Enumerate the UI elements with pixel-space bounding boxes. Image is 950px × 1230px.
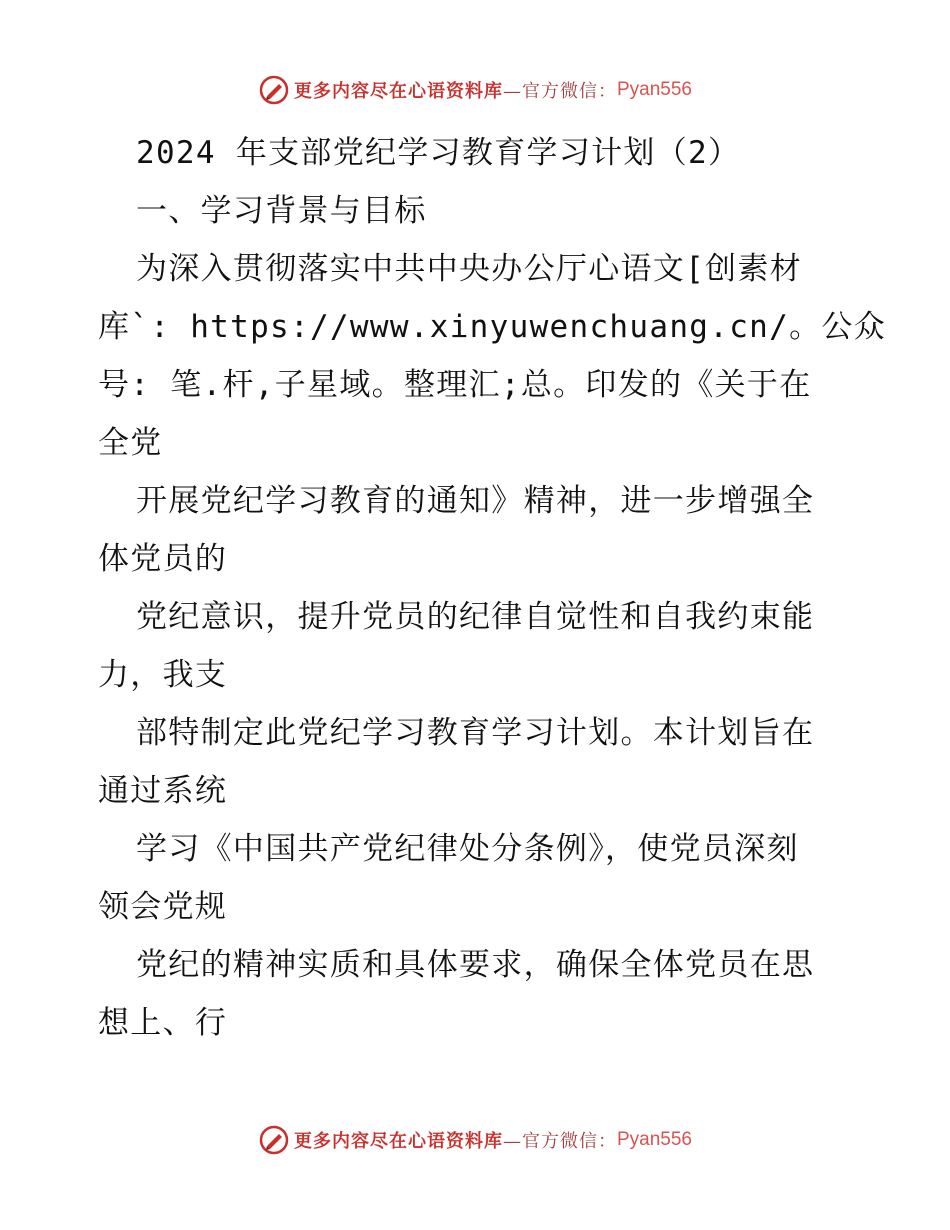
paragraph-line: 号: 笔.杆,子星域。整理汇;总。印发的《关于在 — [98, 367, 812, 403]
watermark-id-text: Pyan556 — [616, 1129, 692, 1150]
paragraph-line: 学习《中国共产党纪律处分条例》，使党员深刻 — [136, 831, 799, 867]
pen-logo-icon — [258, 1124, 290, 1156]
watermark-sub-text: —官方微信： — [502, 81, 617, 102]
pen-logo-icon — [258, 74, 290, 106]
document-body — [98, 124, 886, 1052]
paragraph-line: 党纪的精神实质和具体要求，确保全体党员在思 — [136, 947, 815, 983]
document-title: 2024 年支部党纪学习教育学习计划（2） — [136, 135, 741, 171]
watermark-main-text: 更多内容尽在心语资料库 — [293, 1131, 503, 1152]
watermark-main-text: 更多内容尽在心语资料库 — [293, 81, 503, 102]
paragraph-line: 库`: https://www.xinyuwenchuang.cn/。公众 — [98, 309, 886, 345]
section-heading: 一、学习背景与目标 — [136, 193, 427, 229]
paragraph-line: 部特制定此党纪学习教育学习计划。本计划旨在 — [136, 715, 815, 751]
paragraph-line: 力，我支 — [98, 657, 228, 693]
paragraph-line: 全党 — [98, 425, 163, 461]
paragraph-line: 党纪意识，提升党员的纪律自觉性和自我约束能 — [136, 599, 815, 635]
watermark-id-text: Pyan556 — [616, 79, 692, 100]
paragraph-line: 通过系统 — [98, 773, 228, 809]
paragraph-line: 领会党规 — [98, 889, 228, 925]
header-watermark — [0, 70, 950, 110]
paragraph-line: 为深入贯彻落实中共中央办公厅心语文[创素材 — [136, 251, 802, 287]
watermark-sub-text: —官方微信： — [502, 1131, 617, 1152]
paragraph-line: 体党员的 — [98, 541, 228, 577]
paragraph-line: 开展党纪学习教育的通知》精神，进一步增强全 — [136, 483, 815, 519]
footer-watermark — [0, 1120, 950, 1160]
paragraph-line: 想上、行 — [98, 1005, 228, 1041]
